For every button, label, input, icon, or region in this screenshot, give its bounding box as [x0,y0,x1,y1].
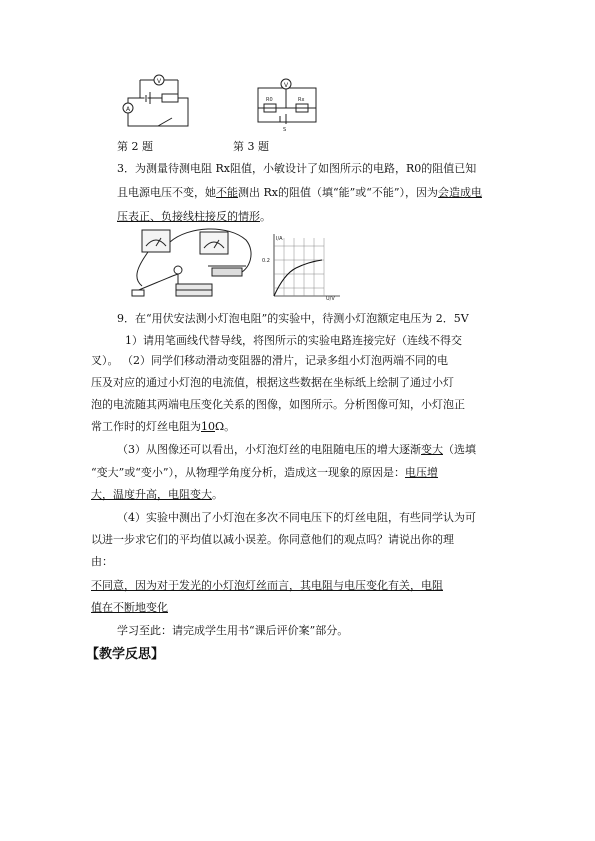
q9-answer-opinion-part-2: 值在不断地变化 [91,601,168,614]
q9-line-7 [117,443,476,457]
q9-line-10: （4）实验中测出了小灯泡在多次不同电压下的灯丝电阻，有些同学认为可 [117,511,476,524]
q9-line-5: 泡的电流随其两端电压变化关系的图像，如图所示。分析图像可知，小灯泡正 [91,398,465,411]
q9-line-3: 叉）。 （2）同学们移动滑动变阻器的滑片，记录多组小灯泡两端不同的电 [91,354,448,367]
q9-line-6-text-b: Ω。 [215,420,236,433]
q9-line-9 [91,488,223,502]
q9-line-4: 压及对应的通过小灯泡的电流值，根据这些数据在坐标纸上绘制了通过小灯 [91,376,454,389]
q9-line-9-end: 。 [212,488,223,501]
figure-q3-caption: 第 3 题 [233,140,269,153]
q9-answer-trend: 变大 [421,443,443,456]
q9-line-6-text-a: 常工作时的灯丝电阻为 [91,420,201,433]
q9-line-2: 1）请用笔画线代替导线，将图所示的实验电路连接完好（连线不得交 [125,334,462,347]
svg-text:R0: R0 [266,97,273,103]
reflection-heading: 【教学反思】 [86,647,165,662]
q3-answer-2-part-1: 会造成电 [437,186,482,199]
q9-line-11: 以进一步求它们的平均值以减小误差。你同意他们的观点吗？请说出你的理 [91,533,454,546]
figure-q2-circuit [118,70,198,130]
q3-line-2-text-a: 且电源电压不变，她 [117,186,216,199]
svg-text:V: V [284,82,289,89]
figure-q9-apparatus [128,226,258,304]
q9-answer-reason-part-1: 电压增 [405,466,438,479]
q3-line-3-end: 。 [260,210,271,223]
q3-answer-1: 不能 [216,186,238,199]
q9-line-8 [91,466,438,480]
svg-text:S: S [283,127,287,132]
q9-line-8-text-a: “变大”或“变小”），从物理学角度分析，造成这一现象的原因是： [91,466,405,479]
figure-q9-iu-graph [262,230,342,302]
q3-answer-2-part-2: 压表正、负接线柱接反的情形 [117,210,260,223]
graph-y-tick: 0.2 [262,258,270,264]
q3-line-1: 3．为测量待测电阻 Rx阻值，小敏设计了如图所示的电路，R0的阻值已知 [117,162,477,175]
graph-u-axis-label: U/V [326,296,335,302]
q9-answer-reason-part-2: 大，温度升高，电阻变大 [91,488,212,501]
q3-line-2-text-b: 测出 Rx的阻值（填“能”或“不能”），因为 [238,186,438,199]
q3-line-2 [117,186,482,200]
q9-line-7-text-b: （选填 [443,443,476,456]
figure-q2-caption: 第 2 题 [117,140,153,153]
q9-line-7-text-a: （3）从图像还可以看出，小灯泡灯丝的电阻随电压的增大逐渐 [117,443,421,456]
q9-line-1: 9．在“用伏安法测小灯泡电阻”的实验中，待测小灯泡额定电压为 2．5V [117,312,469,325]
q9-line-12: 由： [91,555,113,568]
q9-answer-resistance: 10 [201,420,215,433]
svg-text:V: V [157,78,162,85]
q9-answer-opinion-part-1: 不同意，因为对于发光的小灯泡灯丝而言，其电阻与电压变化有关，电阻 [91,579,443,592]
study-note: 学习至此：请完成学生用书“课后评价案”部分。 [117,624,349,637]
q9-line-6 [91,420,235,434]
q3-line-3 [117,210,271,224]
figure-q3-circuit [250,70,325,132]
svg-text:Rx: Rx [298,97,305,103]
svg-text:A: A [126,106,131,113]
graph-i-axis-label: I/A [276,236,283,242]
